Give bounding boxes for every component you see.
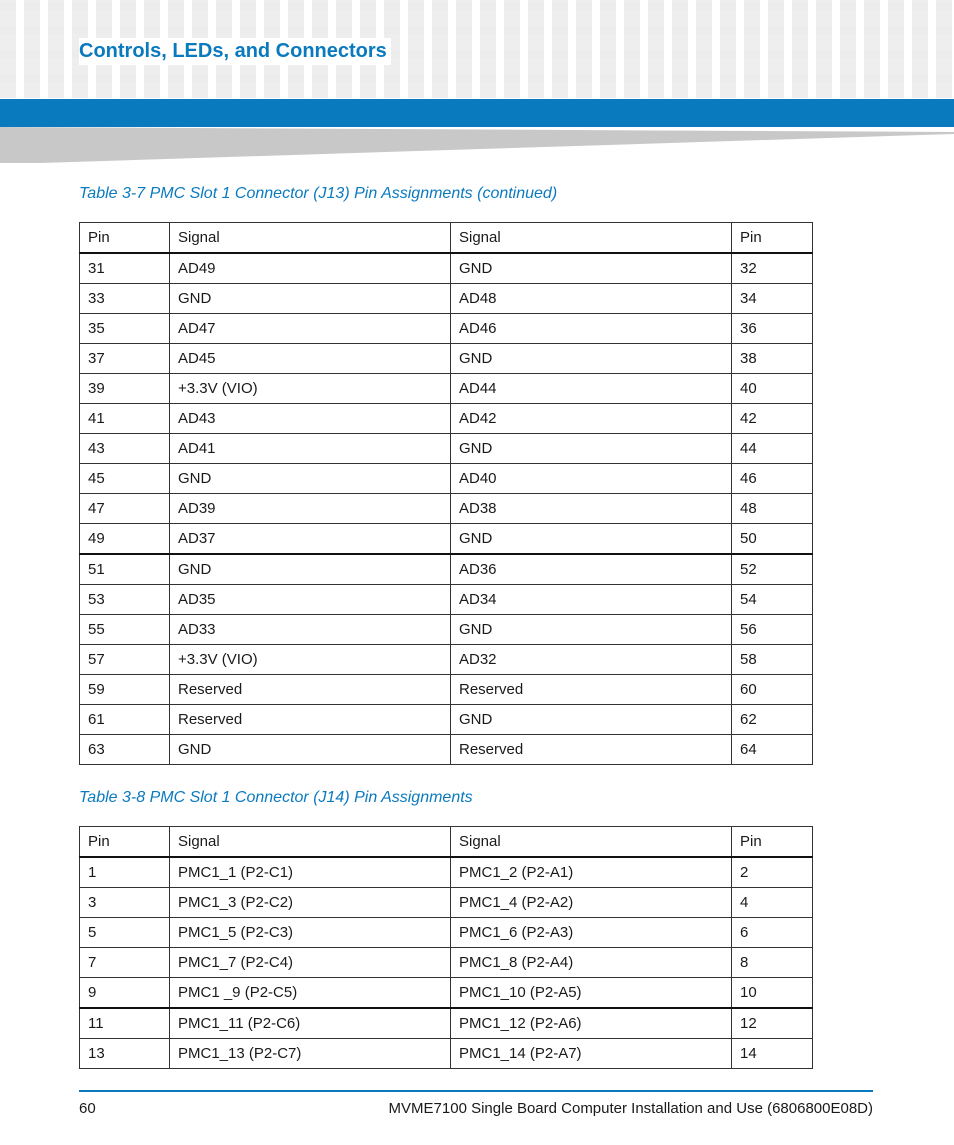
table-row [80,344,813,374]
signal-cell: AD49 [170,253,451,284]
signal-cell: AD41 [170,434,451,464]
signal-cell: GND [170,554,451,585]
pin-cell: 4 [732,888,813,918]
signal-cell: GND [451,253,732,284]
pin-cell: 52 [732,554,813,585]
pin-cell: 48 [732,494,813,524]
table1-header-row [80,223,813,254]
pin-cell: 61 [80,705,170,735]
table1-header-pin: Pin [732,223,813,254]
table1-caption: Table 3-7 PMC Slot 1 Connector (J13) Pin Assignments (continued) [79,185,558,202]
table2-caption: Table 3-8 PMC Slot 1 Connector (J14) Pin Assignments [79,789,473,806]
signal-cell: AD47 [170,314,451,344]
signal-cell: AD46 [451,314,732,344]
signal-cell: PMC1_11 (P2-C6) [170,1008,451,1039]
table-row [80,675,813,705]
pin-cell: 54 [732,585,813,615]
signal-cell: PMC1_4 (P2-A2) [451,888,732,918]
pin-cell: 35 [80,314,170,344]
signal-cell: AD42 [451,404,732,434]
signal-cell: PMC1_1 (P2-C1) [170,857,451,888]
pin-cell: 9 [80,978,170,1009]
pin-cell: 3 [80,888,170,918]
table1-header-pin: Pin [80,223,170,254]
pin-cell: 60 [732,675,813,705]
footer-document-title: MVME7100 Single Board Computer Installation and Use (6806800E08D) [388,1100,873,1117]
signal-cell: PMC1 _9 (P2-C5) [170,978,451,1009]
table-row [80,585,813,615]
table-row [80,314,813,344]
table2-header-pin: Pin [732,827,813,858]
table2-header-signal: Signal [170,827,451,858]
pin-cell: 5 [80,918,170,948]
signal-cell: GND [451,705,732,735]
pin-cell: 45 [80,464,170,494]
table1-pin-assignments [79,222,813,765]
pin-cell: 1 [80,857,170,888]
footer-page-number: 60 [79,1100,96,1117]
table2-header-pin: Pin [80,827,170,858]
table-row [80,645,813,675]
pin-cell: 62 [732,705,813,735]
table-row [80,978,813,1009]
pin-cell: 53 [80,585,170,615]
pin-cell: 8 [732,948,813,978]
header-blue-bar [0,99,954,127]
table-row [80,284,813,314]
table-row [80,888,813,918]
pin-cell: 34 [732,284,813,314]
signal-cell: PMC1_5 (P2-C3) [170,918,451,948]
signal-cell: AD48 [451,284,732,314]
signal-cell: AD38 [451,494,732,524]
table-row [80,464,813,494]
pin-cell: 49 [80,524,170,555]
pin-cell: 10 [732,978,813,1009]
signal-cell: PMC1_3 (P2-C2) [170,888,451,918]
signal-cell: PMC1_12 (P2-A6) [451,1008,732,1039]
signal-cell: PMC1_2 (P2-A1) [451,857,732,888]
signal-cell: AD33 [170,615,451,645]
pin-cell: 14 [732,1039,813,1069]
table-row [80,494,813,524]
table-row [80,253,813,284]
signal-cell: AD34 [451,585,732,615]
pin-cell: 55 [80,615,170,645]
pin-cell: 40 [732,374,813,404]
table-row [80,554,813,585]
pin-cell: 57 [80,645,170,675]
table-row [80,524,813,555]
table-row [80,434,813,464]
header-gray-swoosh [0,127,954,163]
signal-cell: Reserved [451,675,732,705]
signal-cell: GND [170,284,451,314]
signal-cell: GND [451,344,732,374]
table-row [80,615,813,645]
pin-cell: 33 [80,284,170,314]
pin-cell: 51 [80,554,170,585]
signal-cell: PMC1_14 (P2-A7) [451,1039,732,1069]
signal-cell: PMC1_13 (P2-C7) [170,1039,451,1069]
footer-rule [79,1090,873,1092]
table1-header-signal: Signal [451,223,732,254]
table-row [80,918,813,948]
pin-cell: 58 [732,645,813,675]
table2-header-row [80,827,813,858]
pin-cell: 46 [732,464,813,494]
signal-cell: Reserved [170,675,451,705]
page-section-title: Controls, LEDs, and Connectors [79,38,391,65]
signal-cell: AD36 [451,554,732,585]
pin-cell: 56 [732,615,813,645]
signal-cell: AD32 [451,645,732,675]
table-row [80,1008,813,1039]
pin-cell: 43 [80,434,170,464]
pin-cell: 36 [732,314,813,344]
pin-cell: 31 [80,253,170,284]
pin-cell: 2 [732,857,813,888]
pin-cell: 44 [732,434,813,464]
signal-cell: PMC1_10 (P2-A5) [451,978,732,1009]
table-row [80,404,813,434]
signal-cell: Reserved [170,705,451,735]
signal-cell: PMC1_8 (P2-A4) [451,948,732,978]
table1-header-signal: Signal [170,223,451,254]
signal-cell: AD40 [451,464,732,494]
signal-cell: Reserved [451,735,732,765]
pin-cell: 64 [732,735,813,765]
pin-cell: 11 [80,1008,170,1039]
signal-cell: GND [451,615,732,645]
signal-cell: PMC1_7 (P2-C4) [170,948,451,978]
pin-cell: 6 [732,918,813,948]
signal-cell: AD37 [170,524,451,555]
signal-cell: GND [451,434,732,464]
table-row [80,857,813,888]
table2-pin-assignments [79,826,813,1069]
pin-cell: 59 [80,675,170,705]
pin-cell: 32 [732,253,813,284]
signal-cell: AD43 [170,404,451,434]
pin-cell: 63 [80,735,170,765]
table-row [80,948,813,978]
signal-cell: GND [170,464,451,494]
signal-cell: AD45 [170,344,451,374]
pin-cell: 13 [80,1039,170,1069]
table-row [80,1039,813,1069]
pin-cell: 50 [732,524,813,555]
pin-cell: 37 [80,344,170,374]
pin-cell: 41 [80,404,170,434]
pin-cell: 47 [80,494,170,524]
signal-cell: AD44 [451,374,732,404]
pin-cell: 7 [80,948,170,978]
table2-header-signal: Signal [451,827,732,858]
signal-cell: AD39 [170,494,451,524]
pin-cell: 38 [732,344,813,374]
table-row [80,374,813,404]
table-row [80,705,813,735]
pin-cell: 39 [80,374,170,404]
signal-cell: GND [170,735,451,765]
signal-cell: AD35 [170,585,451,615]
signal-cell: GND [451,524,732,555]
table-row [80,735,813,765]
signal-cell: +3.3V (VIO) [170,374,451,404]
pin-cell: 42 [732,404,813,434]
pin-cell: 12 [732,1008,813,1039]
signal-cell: PMC1_6 (P2-A3) [451,918,732,948]
signal-cell: +3.3V (VIO) [170,645,451,675]
